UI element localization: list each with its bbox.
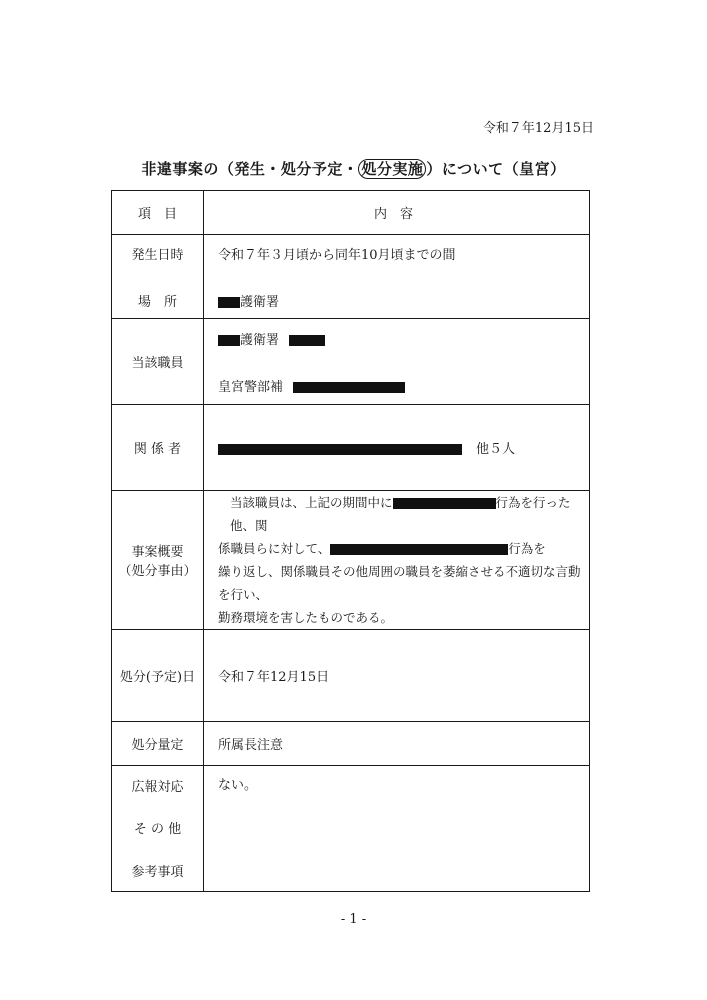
redaction-bar xyxy=(393,498,496,509)
occurrence-place-row xyxy=(112,235,590,319)
redaction-bar xyxy=(289,335,325,346)
pr-row xyxy=(112,766,590,892)
staff-row xyxy=(112,319,590,405)
other-label: そ の 他 xyxy=(133,822,182,837)
place-value: 護衛署 xyxy=(240,294,280,310)
staff-line2: 皇宮警部補 xyxy=(218,379,284,395)
incident-table xyxy=(111,190,590,892)
page-number: - 1 - xyxy=(340,912,367,927)
related-value: 他５人 xyxy=(476,442,516,457)
redaction-bar xyxy=(218,444,462,455)
redaction-bar xyxy=(293,382,405,393)
summary-row xyxy=(112,491,590,630)
document-date: 令和７年12月15日 xyxy=(482,121,594,136)
measure-row xyxy=(112,722,590,766)
measure-value: 所属長注意 xyxy=(204,722,590,766)
title-circled-option: 処分実施 xyxy=(358,159,426,179)
summary-sublabel: （処分事由） xyxy=(118,564,197,579)
table-header-row xyxy=(112,191,590,235)
header-content: 内 容 xyxy=(204,191,590,235)
redaction-bar xyxy=(218,335,240,346)
occurrence-label: 発生日時 xyxy=(131,247,184,263)
disposition-date-row xyxy=(112,630,590,722)
pr-value: ない。 xyxy=(204,766,590,892)
document-title xyxy=(0,158,707,179)
reference-label: 参考事項 xyxy=(131,864,184,880)
staff-line1: 護衛署 xyxy=(240,332,280,348)
disposition-date-label: 処分(予定)日 xyxy=(112,630,204,722)
title-suffix: ）について（皇宮） xyxy=(426,160,566,178)
disposition-date-value: 令和７年12月15日 xyxy=(204,630,590,722)
summary-label: 事案概要 xyxy=(131,545,184,560)
redaction-bar xyxy=(218,297,240,308)
staff-label: 当該職員 xyxy=(112,319,204,405)
redaction-bar xyxy=(330,544,508,555)
place-label: 場 所 xyxy=(137,294,177,310)
occurrence-value: 令和７年３月頃から同年10月頃までの間 xyxy=(218,247,456,263)
related-label: 関 係 者 xyxy=(112,405,204,491)
title-prefix: 非違事案の（発生・処分予定・ xyxy=(141,160,359,178)
related-row xyxy=(112,405,590,491)
measure-label: 処分量定 xyxy=(112,722,204,766)
header-item: 項 目 xyxy=(112,191,204,235)
summary-text: 当該職員は、上記の期間中に 行為を行った他、関 係職員らに対して、 行為を 繰り返し、関係職員その他周囲の職員を萎縮させる不適切な言動を行い、 勤務環境を害したものである。 xyxy=(204,491,590,630)
pr-label: 広報対応 xyxy=(131,779,184,795)
